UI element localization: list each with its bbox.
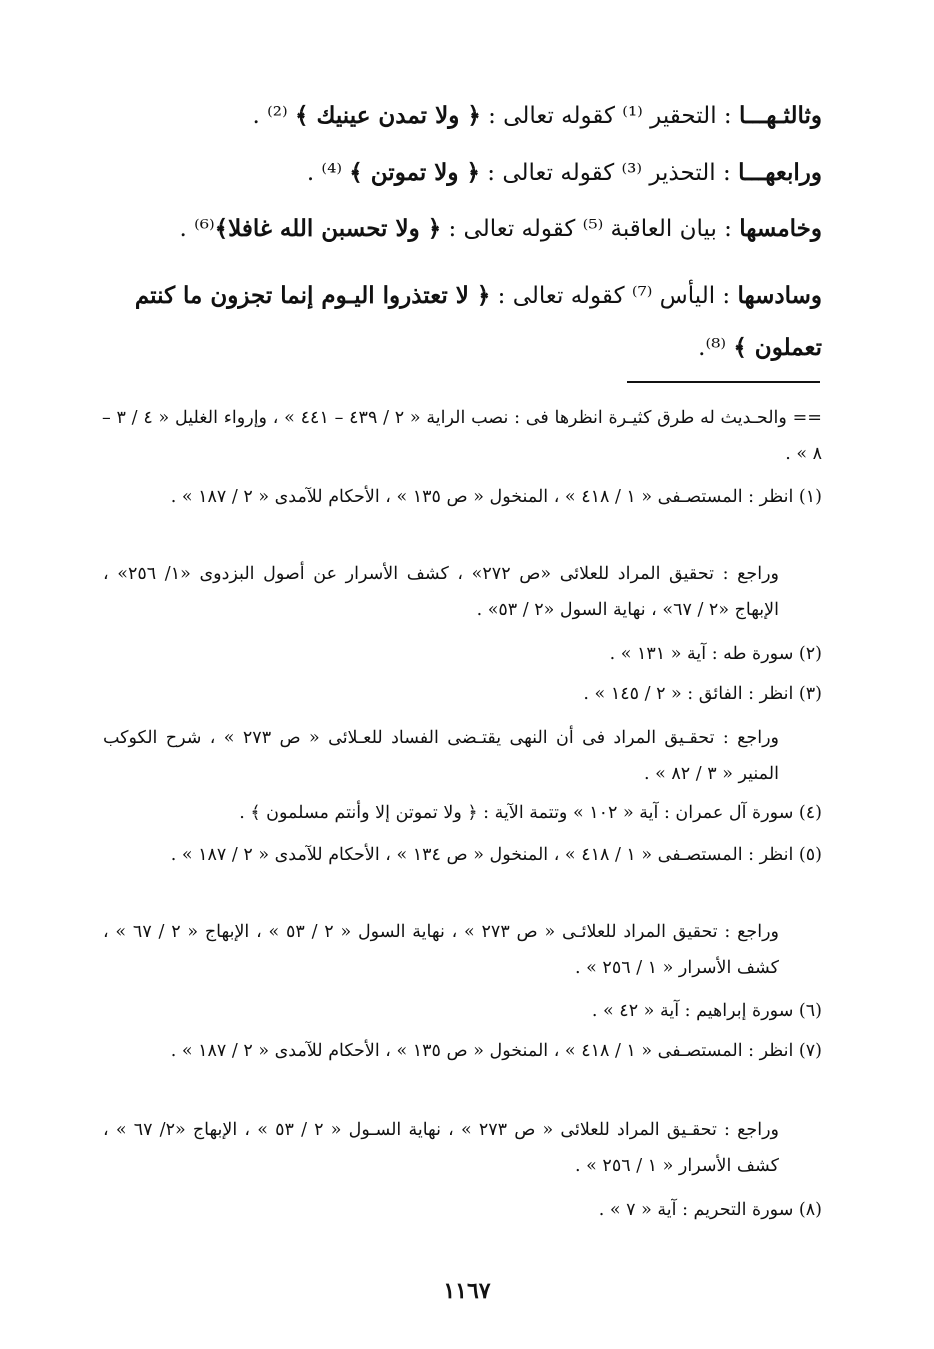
footnote-7: (٧) انظر : المستصـفى « ١ / ٤١٨ » ، المنخول « ص ١٣٥ » ، الأحكام للآمدى « ٢ / ١٨٧ » . — [170, 1041, 822, 1061]
line-label: ورابعهـــا — [738, 159, 822, 186]
quran-verse: ﴿ ولا تمدن عينيك ﴾ — [295, 102, 481, 129]
quran-verse: ﴿ لا تعتذروا اليـوم إنما تجزون ما كنتم — [134, 282, 491, 309]
line-label: وخامسها — [739, 215, 822, 242]
quran-verse: ﴿ ولا تحسبن الله غافلا﴾ — [214, 215, 442, 242]
main-line-3 — [102, 100, 822, 132]
footnote-divider — [627, 381, 820, 383]
footnote-1: (١) انظر : المستصـفى « ١ / ٤١٨ » ، المنخول « ص ١٣٥ » ، الأحكام للآمدى « ٢ / ١٨٧ » . — [170, 487, 822, 507]
line-text: اليأس ⁽⁷⁾ كقوله تعالى : — [490, 283, 716, 309]
page-number: ١١٦٧ — [443, 1278, 491, 1304]
main-line-6 — [102, 270, 822, 374]
separator: : — [716, 216, 740, 242]
footnote-8: (٨) سورة التحريم : آية « ٧ » . — [598, 1200, 822, 1220]
footnote-ref: ⁽⁴⁾ . — [306, 160, 350, 186]
footnote-6: (٦) سورة إبراهيم : آية « ٤٢ » . — [591, 1001, 822, 1021]
footnote-1-see-also: وراجع : تحقيق المراد للعلائى «ص ٢٧٢» ، كشف الأسرار عن أصول البزدوى «١/ ٢٥٦» ، الإبهاج «٢ / ٦٧» ، نهاية السول «٢ / ٥٣» . — [103, 564, 779, 620]
line-label: وثالثـهـــا — [738, 102, 822, 129]
footnote-5-see-also: وراجع : تحقيق المراد للعلائـى « ص ٢٧٣ » ، نهاية السول « ٢ / ٥٣ » ، الإبهاج « ٢ / ٦٧ » ، كشف الأسرار « ١ / ٢٥٦ » . — [103, 922, 779, 978]
verse-continuation — [102, 322, 822, 374]
separator: : — [715, 283, 738, 309]
footnote-ref: ⁽⁶⁾ . — [179, 216, 215, 242]
footnote-3-see-also: وراجع : تحقـيق المراد فى أن النهى يقتـضى الفساد للعـلائى « ص ٢٧٣ » ، شرح الكوكب المنير « ٣ / ٨٢ » . — [103, 728, 779, 784]
footnote-7-see-also: وراجع : تحقـيق المراد للعلائى « ص ٢٧٣ » ، نهاية السـول « ٢ / ٥٣ » ، الإبهاج «٢/ ٦٧ » ، كشف الأسرار « ١ / ٢٥٦ » . — [103, 1120, 779, 1176]
main-line-5 — [102, 213, 822, 245]
quran-verse-end: تعملون ﴾ — [733, 334, 822, 361]
quran-verse: ﴿ ولا تموتن ﴾ — [349, 159, 480, 186]
footnote-3: (٣) انظر : الفائق : « ٢ / ١٤٥ » . — [583, 684, 822, 704]
footnote-ref: ⁽⁸⁾. — [698, 335, 734, 361]
line-text: التحقير ⁽¹⁾ كقوله تعالى : — [480, 103, 717, 129]
footnote-continued: == والحـديث له طرق كثيـرة انظرها فى : نصب الراية « ٢ / ٤٣٩ – ٤٤١ » ، وإرواء الغليل « ٤ / ٣ – ٨ » . — [102, 408, 822, 464]
main-line-4 — [102, 157, 822, 189]
separator: : — [716, 103, 739, 129]
footnote-2: (٢) سورة طه : آية « ١٣١ » . — [609, 644, 822, 664]
line-label: وسادسها — [737, 282, 822, 309]
footnote-4: (٤) سورة آل عمران : آية « ١٠٢ » وتتمة الآية : ﴿ ولا تموتن إلا وأنتم مسلمون ﴾ . — [239, 803, 822, 823]
line-text: التحذير ⁽³⁾ كقوله تعالى : — [480, 160, 716, 186]
separator: : — [715, 160, 739, 186]
footnote-5: (٥) انظر : المستصـفى « ١ / ٤١٨ » ، المنخول « ص ١٣٤ » ، الأحكام للآمدى « ٢ / ١٨٧ » . — [170, 845, 822, 865]
line-text: بيان العاقبة ⁽⁵⁾ كقوله تعالى : — [441, 216, 717, 242]
footnote-ref: ⁽²⁾ . — [252, 103, 295, 129]
